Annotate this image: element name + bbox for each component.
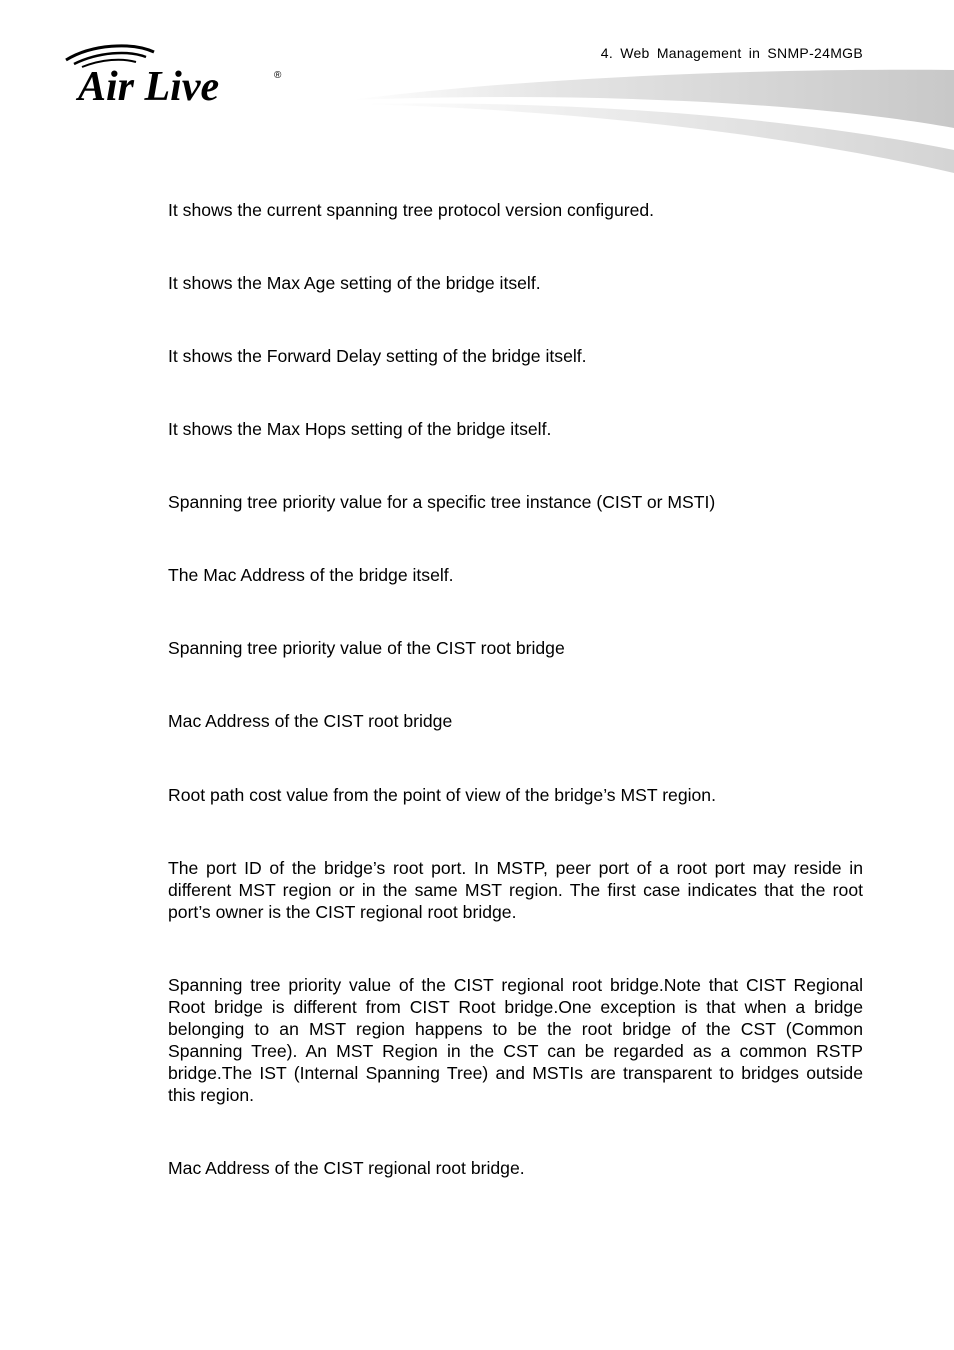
chapter-header: 4. Web Management in SNMP-24MGB	[600, 45, 863, 61]
desc-max-age: It shows the Max Age setting of the bridge itself.	[168, 273, 541, 293]
desc-bridge-priority: Spanning tree priority value for a specific tree instance (CIST or MSTI)	[168, 492, 716, 512]
desc-regional-root-mac: Mac Address of the CIST regional root bridge.	[168, 1158, 525, 1178]
desc-bridge-mac: The Mac Address of the bridge itself.	[168, 565, 454, 585]
desc-forward-delay: It shows the Forward Delay setting of the bridge itself.	[168, 346, 587, 366]
logo-registered-mark: ®	[274, 70, 282, 81]
desc-regional-root-priority: Spanning tree priority value of the CIST regional root bridge.Note that CIST Regional Root bridge is different from CIST Root bridge.One exception is that when a bridge belonging to an MST region happens to be the root bridge of the CST (Common Spanning Tree). An MST Region in the CST can be regarded as a common RSTP bridge.The IST (Internal Spanning Tree) and MSTIs are transparent to bridges outside this region.	[168, 975, 863, 1105]
desc-root-path-cost: Root path cost value from the point of view of the bridge’s MST region.	[168, 785, 716, 805]
desc-root-port: The port ID of the bridge’s root port. In MSTP, peer port of a root port may reside in different MST region or in the same MST region. The first case indicates that the root port’s owner is the CIST regional root bridge.	[168, 858, 863, 922]
airlive-logo	[62, 40, 292, 110]
desc-root-priority: Spanning tree priority value of the CIST root bridge	[168, 638, 565, 658]
logo-text: Air Live	[78, 64, 220, 110]
desc-root-mac: Mac Address of the CIST root bridge	[168, 711, 453, 731]
desc-protocol-version: It shows the current spanning tree protocol version configured.	[168, 200, 655, 220]
desc-max-hops: It shows the Max Hops setting of the bridge itself.	[168, 419, 552, 439]
